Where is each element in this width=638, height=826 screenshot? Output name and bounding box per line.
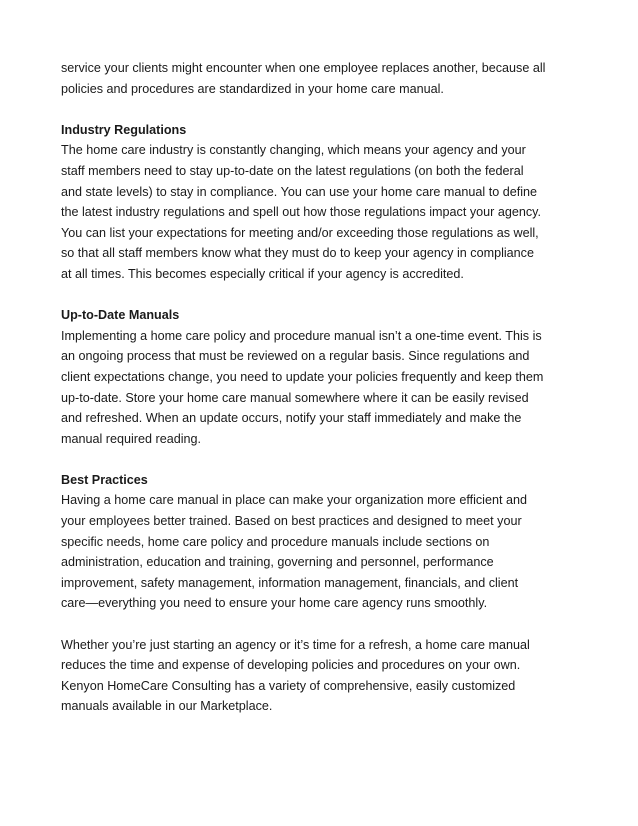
closing-paragraph bbox=[61, 635, 591, 717]
text-line: the latest industry regulations and spell out how those regulations impact your agency. bbox=[61, 205, 542, 220]
text-line: an ongoing process that must be reviewed on a regular basis. Since regulations and bbox=[61, 349, 530, 364]
text-line: Having a home care manual in place can make your organization more efficient and bbox=[61, 493, 527, 508]
text-line: staff members need to stay up-to-date on the latest regulations (on both the federal bbox=[61, 163, 524, 178]
text-line: client expectations change, you need to update your policies frequently and keep them bbox=[61, 369, 544, 384]
intro-paragraph bbox=[61, 58, 591, 99]
text-line: up-to-date. Store your home care manual somewhere where it can be easily revised bbox=[61, 390, 529, 405]
text-line: and state levels) to stay in compliance. You can use your home care manual to define bbox=[61, 184, 538, 199]
text-line: manuals available in our Marketplace. bbox=[61, 699, 273, 714]
text-line: The home care industry is constantly changing, which means your agency and your bbox=[61, 143, 526, 158]
text-line: improvement, safety management, information management, financials, and client bbox=[61, 575, 519, 590]
text-line: service your clients might encounter when one employee replaces another, because all bbox=[61, 61, 546, 75]
text-line: so that all staff members know what they must do to keep your agency in compliance bbox=[61, 246, 534, 261]
text-line: care—everything you need to ensure your home care agency runs smoothly. bbox=[61, 596, 488, 611]
text-line: your employees better trained. Based on best practices and designed to meet your bbox=[61, 514, 522, 529]
section-heading: Industry Regulations bbox=[61, 122, 187, 137]
text-line: You can list your expectations for meeting and/or exceeding those regulations as well, bbox=[61, 225, 539, 240]
text-line: administration, education and training, governing and personnel, performance bbox=[61, 555, 494, 570]
text-line: manual required reading. bbox=[61, 431, 202, 446]
section-industry-regulations bbox=[61, 120, 591, 285]
text-line: Whether you’re just starting an agency or it’s time for a refresh, a home care manual bbox=[61, 637, 530, 652]
text-line: Implementing a home care policy and procedure manual isn’t a one-time event. This is bbox=[61, 328, 542, 343]
text-line: and refreshed. When an update occurs, notify your staff immediately and make the bbox=[61, 411, 522, 426]
section-heading: Up-to-Date Manuals bbox=[61, 308, 180, 323]
section-heading: Best Practices bbox=[61, 472, 148, 487]
text-line: policies and procedures are standardized in your home care manual. bbox=[61, 81, 444, 96]
section-best-practices bbox=[61, 470, 591, 614]
text-line: at all times. This becomes especially critical if your agency is accredited. bbox=[61, 266, 464, 281]
text-line: Kenyon HomeCare Consulting has a variety of comprehensive, easily customized bbox=[61, 678, 516, 693]
text-line: reduces the time and expense of developing policies and procedures on your own. bbox=[61, 658, 521, 673]
text-line: specific needs, home care policy and procedure manuals include sections on bbox=[61, 534, 490, 549]
document-page bbox=[61, 58, 591, 717]
section-up-to-date-manuals bbox=[61, 305, 591, 449]
